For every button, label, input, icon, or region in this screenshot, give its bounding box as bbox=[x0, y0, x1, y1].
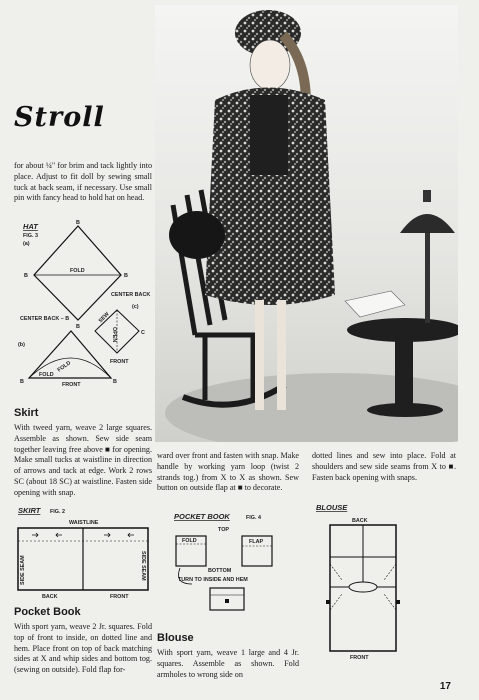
pocketbook-fold-label: FOLD bbox=[182, 538, 197, 544]
hat-part-a-label: (a) bbox=[23, 241, 30, 247]
hat-diagram bbox=[14, 218, 156, 390]
hat-b-left: B bbox=[24, 273, 28, 279]
pocketbook-diagram-drawing bbox=[170, 512, 290, 617]
hat-triangle-outline bbox=[29, 331, 111, 378]
pocketbook-top-label: TOP bbox=[218, 527, 229, 533]
skirt-diagram-drawing bbox=[14, 505, 154, 600]
skirt-back-label: BACK bbox=[42, 594, 58, 600]
skirt-side-seam-right: SIDE SEAM bbox=[140, 551, 146, 581]
page-title: Stroll bbox=[14, 102, 105, 133]
intro-paragraph: for about ¼" for brim and tack lightly into place. Adjust to fit doll by sewing small tuck at back seam, if necessary. Use small pin with fancy head to hold hat on head. bbox=[14, 161, 152, 203]
hat-fold-label: FOLD bbox=[70, 268, 85, 274]
blouse-paragraph: With sport yarn, weave 1 large and 4 Jr. squares. Assemble as shown. Fold armholes to wrong side on bbox=[157, 648, 299, 679]
hat-diagram-drawing bbox=[14, 218, 156, 390]
papers bbox=[345, 291, 405, 317]
blouse-neck-opening bbox=[349, 582, 377, 592]
pocketbook-flap-label: FLAP bbox=[249, 539, 264, 545]
skirt-waistline-label: WAISTLINE bbox=[69, 520, 99, 526]
blouse-heading: Blouse bbox=[157, 632, 194, 644]
skirt-front-label: FRONT bbox=[110, 594, 129, 600]
pocketbook-continued-paragraph: ward over front and fasten with snap. Make handle by working yarn loop (twist 2 strands tog.) from X to X as shown. Sew button on outside flap at ■ to decorate. bbox=[157, 451, 299, 493]
hat-b-fold-label: FOLD bbox=[56, 360, 73, 374]
skirt-paragraph: With tweed yarn, weave 2 large squares. Assemble as shown. Sew side seam together leaving free above ■ for opening. Make small tucks at waistline in direction of arrows and tack at edge. Work 2 rows SC (about 18 SC) at waistline. Fasten side opening with snap. bbox=[14, 423, 152, 497]
pocketbook-bottom-label: BOTTOM bbox=[208, 568, 232, 574]
pocketbook-heading: Pocket Book bbox=[14, 606, 81, 618]
page-number: 17 bbox=[439, 681, 451, 692]
blouse-diagram-drawing bbox=[312, 502, 407, 662]
skirt-diagram-title: SKIRT bbox=[18, 506, 41, 515]
pocketbook-diagram bbox=[170, 512, 290, 617]
hat-b-corner-left: B bbox=[20, 379, 24, 385]
hat-b-bottom: B bbox=[76, 324, 80, 330]
blouse-diagram bbox=[312, 502, 407, 662]
hat-fig-label: FIG. 3 bbox=[23, 233, 38, 239]
hat-b-right: B bbox=[124, 273, 128, 279]
hat-c-front-label: FRONT bbox=[110, 359, 129, 365]
hat-sew-label: SEW bbox=[97, 311, 111, 325]
pocketbook-diagram-title: POCKET BOOK bbox=[174, 512, 230, 521]
pocketbook-turn-label: TURN TO INSIDE AND HEM bbox=[178, 577, 248, 583]
hat-b-fold-bottom-label: FOLD bbox=[39, 372, 54, 378]
pocketbook-paragraph: With sport yarn, weave 2 Jr. squares. Fold top of front to inside, on dotted line and hem. Place front on top of back matching sides at X and whip sides and bottom tog. (sewing on outside). Fold flap for- bbox=[14, 622, 152, 675]
hat-center-back-b-label: CENTER BACK – B bbox=[20, 316, 70, 322]
doll-face bbox=[250, 40, 290, 90]
lamp bbox=[400, 190, 455, 323]
hat-front-label: FRONT bbox=[62, 382, 81, 388]
pocketbook-fig-label: FIG. 4 bbox=[246, 515, 261, 521]
blouse-continued-paragraph: dotted lines and sew into place. Fold at shoulders and sew side seams from X to ■. Fasten back opening with snaps. bbox=[312, 451, 456, 482]
hat-part-b-label: (b) bbox=[18, 342, 25, 348]
hat-c-label: C bbox=[141, 330, 145, 336]
doll-photograph bbox=[155, 5, 458, 442]
skirt-side-seam-left: SIDE SEAM bbox=[20, 555, 26, 585]
skirt-fig-label: FIG. 2 bbox=[50, 509, 65, 515]
hat-open-label: OPEN bbox=[111, 327, 117, 343]
hat-b-top: B bbox=[76, 220, 80, 226]
doll-handbag bbox=[169, 211, 225, 259]
blouse-diagram-title: BLOUSE bbox=[316, 503, 348, 512]
blouse-front-label: FRONT bbox=[350, 655, 369, 661]
skirt-diagram bbox=[14, 505, 154, 600]
hat-diagram-title: HAT bbox=[23, 222, 38, 231]
hat-b-corner-right: B bbox=[113, 379, 117, 385]
skirt-heading: Skirt bbox=[14, 407, 39, 419]
hat-part-c-label: (c) bbox=[132, 304, 139, 310]
doll-photo-drawing bbox=[155, 5, 458, 442]
hat-center-back-label: CENTER BACK bbox=[111, 292, 151, 298]
blouse-back-label: BACK bbox=[352, 518, 368, 524]
